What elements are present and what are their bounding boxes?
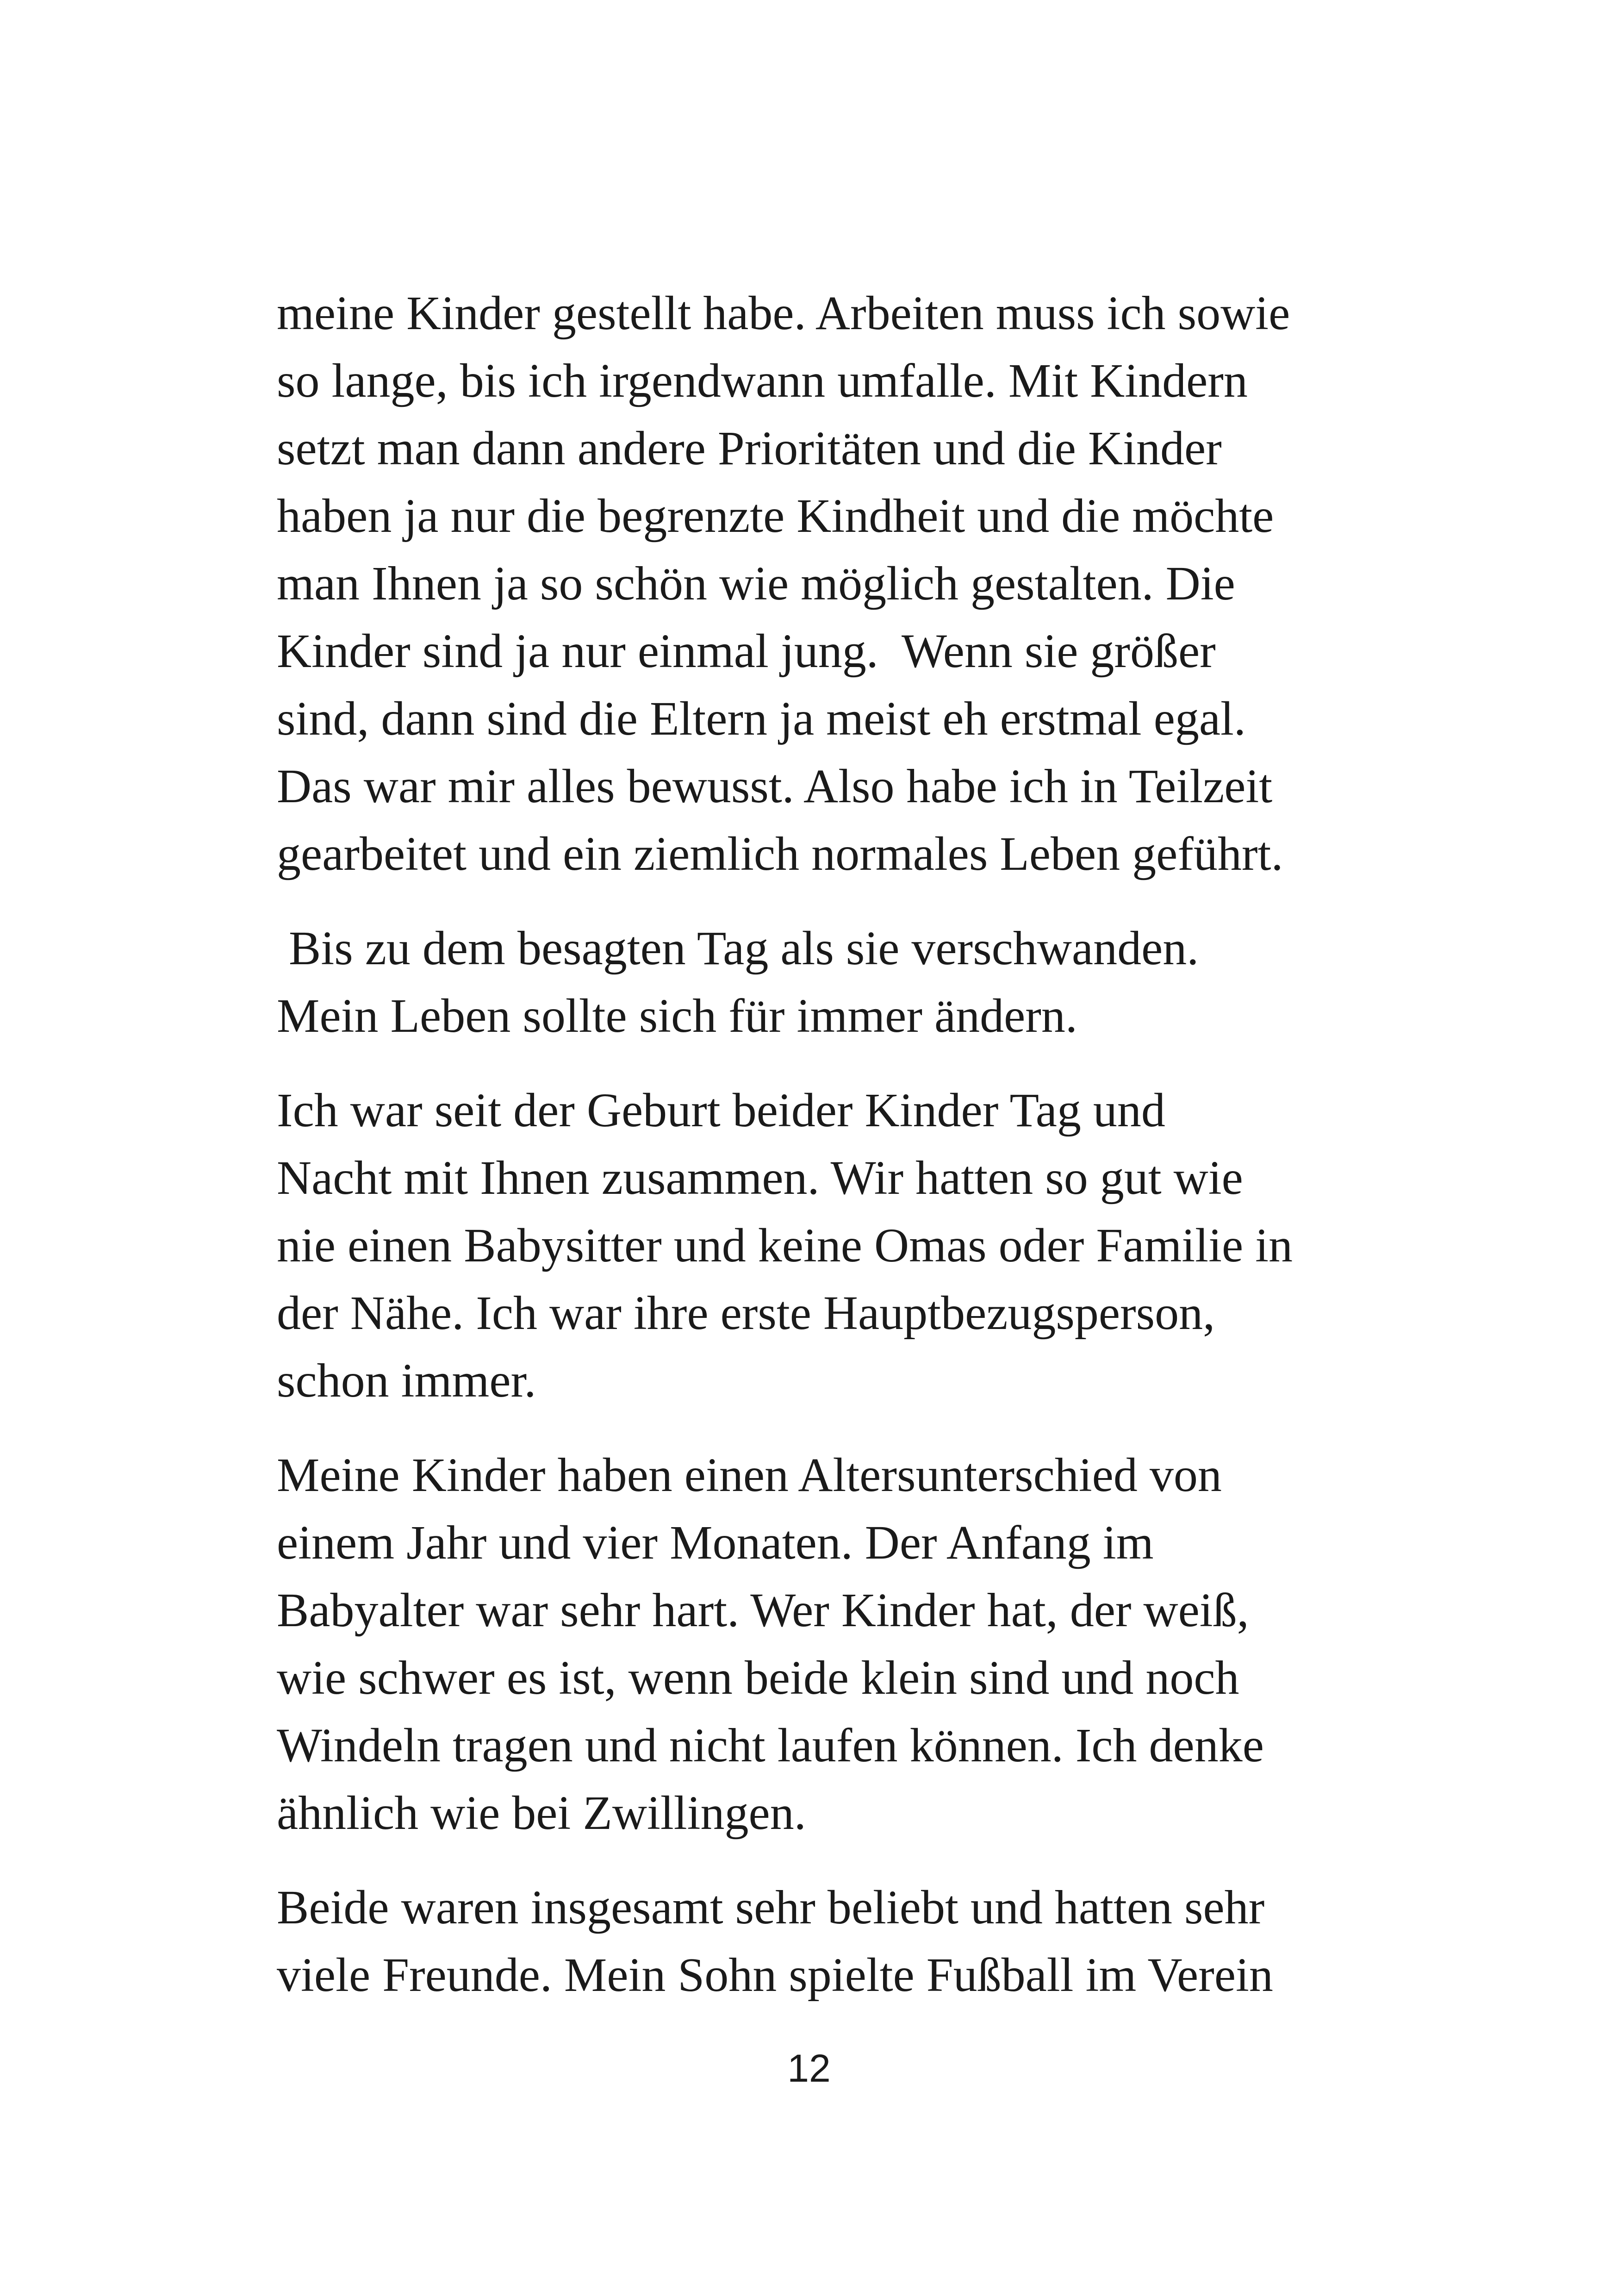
- text-line: Das war mir alles bewusst. Also habe ich in Teilzeit: [277, 760, 1273, 813]
- text-line: haben ja nur die begrenzte Kindheit und die möchte: [277, 489, 1274, 543]
- text-line: Windeln tragen und nicht laufen können. Ich denke: [277, 1719, 1264, 1772]
- text-line: Bis zu dem besagten Tag als sie verschwanden.: [277, 922, 1199, 975]
- text-line: Babyalter war sehr hart. Wer Kinder hat, der weiß,: [277, 1584, 1249, 1637]
- text-line: Ich war seit der Geburt beider Kinder Tag und: [277, 1084, 1165, 1137]
- text-line: nie einen Babysitter und keine Omas oder Familie in: [277, 1219, 1293, 1272]
- text-line: ähnlich wie bei Zwillingen.: [277, 1786, 806, 1840]
- text-line: schon immer.: [277, 1354, 536, 1407]
- text-line: meine Kinder gestellt habe. Arbeiten muss ich sowie: [277, 287, 1290, 340]
- paragraph-4: [277, 1441, 1355, 1847]
- text-line: einem Jahr und vier Monaten. Der Anfang im: [277, 1516, 1154, 1569]
- text-line: wie schwer es ist, wenn beide klein sind und noch: [277, 1651, 1239, 1704]
- paragraph-5: [277, 1874, 1355, 2009]
- text-line: man Ihnen ja so schön wie möglich gestalten. Die: [277, 557, 1235, 610]
- text-line: Kinder sind ja nur einmal jung. Wenn sie größer: [277, 624, 1216, 678]
- text-line: Meine Kinder haben einen Altersunterschied von: [277, 1448, 1222, 1502]
- body-text: [277, 280, 1355, 2036]
- text-line: sind, dann sind die Eltern ja meist eh erstmal egal.: [277, 692, 1246, 745]
- text-line: viele Freunde. Mein Sohn spielte Fußball im Verein: [277, 1948, 1273, 2002]
- text-line: Mein Leben sollte sich für immer ändern.: [277, 989, 1077, 1042]
- text-line: Beide waren insgesamt sehr beliebt und hatten sehr: [277, 1881, 1265, 1934]
- paragraph-2: [277, 915, 1355, 1050]
- text-line: so lange, bis ich irgendwann umfalle. Mit Kindern: [277, 354, 1248, 407]
- paragraph-1: [277, 280, 1355, 888]
- text-line: Nacht mit Ihnen zusammen. Wir hatten so gut wie: [277, 1151, 1243, 1204]
- page-number: 12: [787, 2046, 831, 2090]
- text-line: setzt man dann andere Prioritäten und die Kinder: [277, 422, 1222, 475]
- text-line: gearbeitet und ein ziemlich normales Leben geführt.: [277, 827, 1283, 880]
- text-line: der Nähe. Ich war ihre erste Hauptbezugsperson,: [277, 1286, 1215, 1340]
- paragraph-3: [277, 1077, 1355, 1415]
